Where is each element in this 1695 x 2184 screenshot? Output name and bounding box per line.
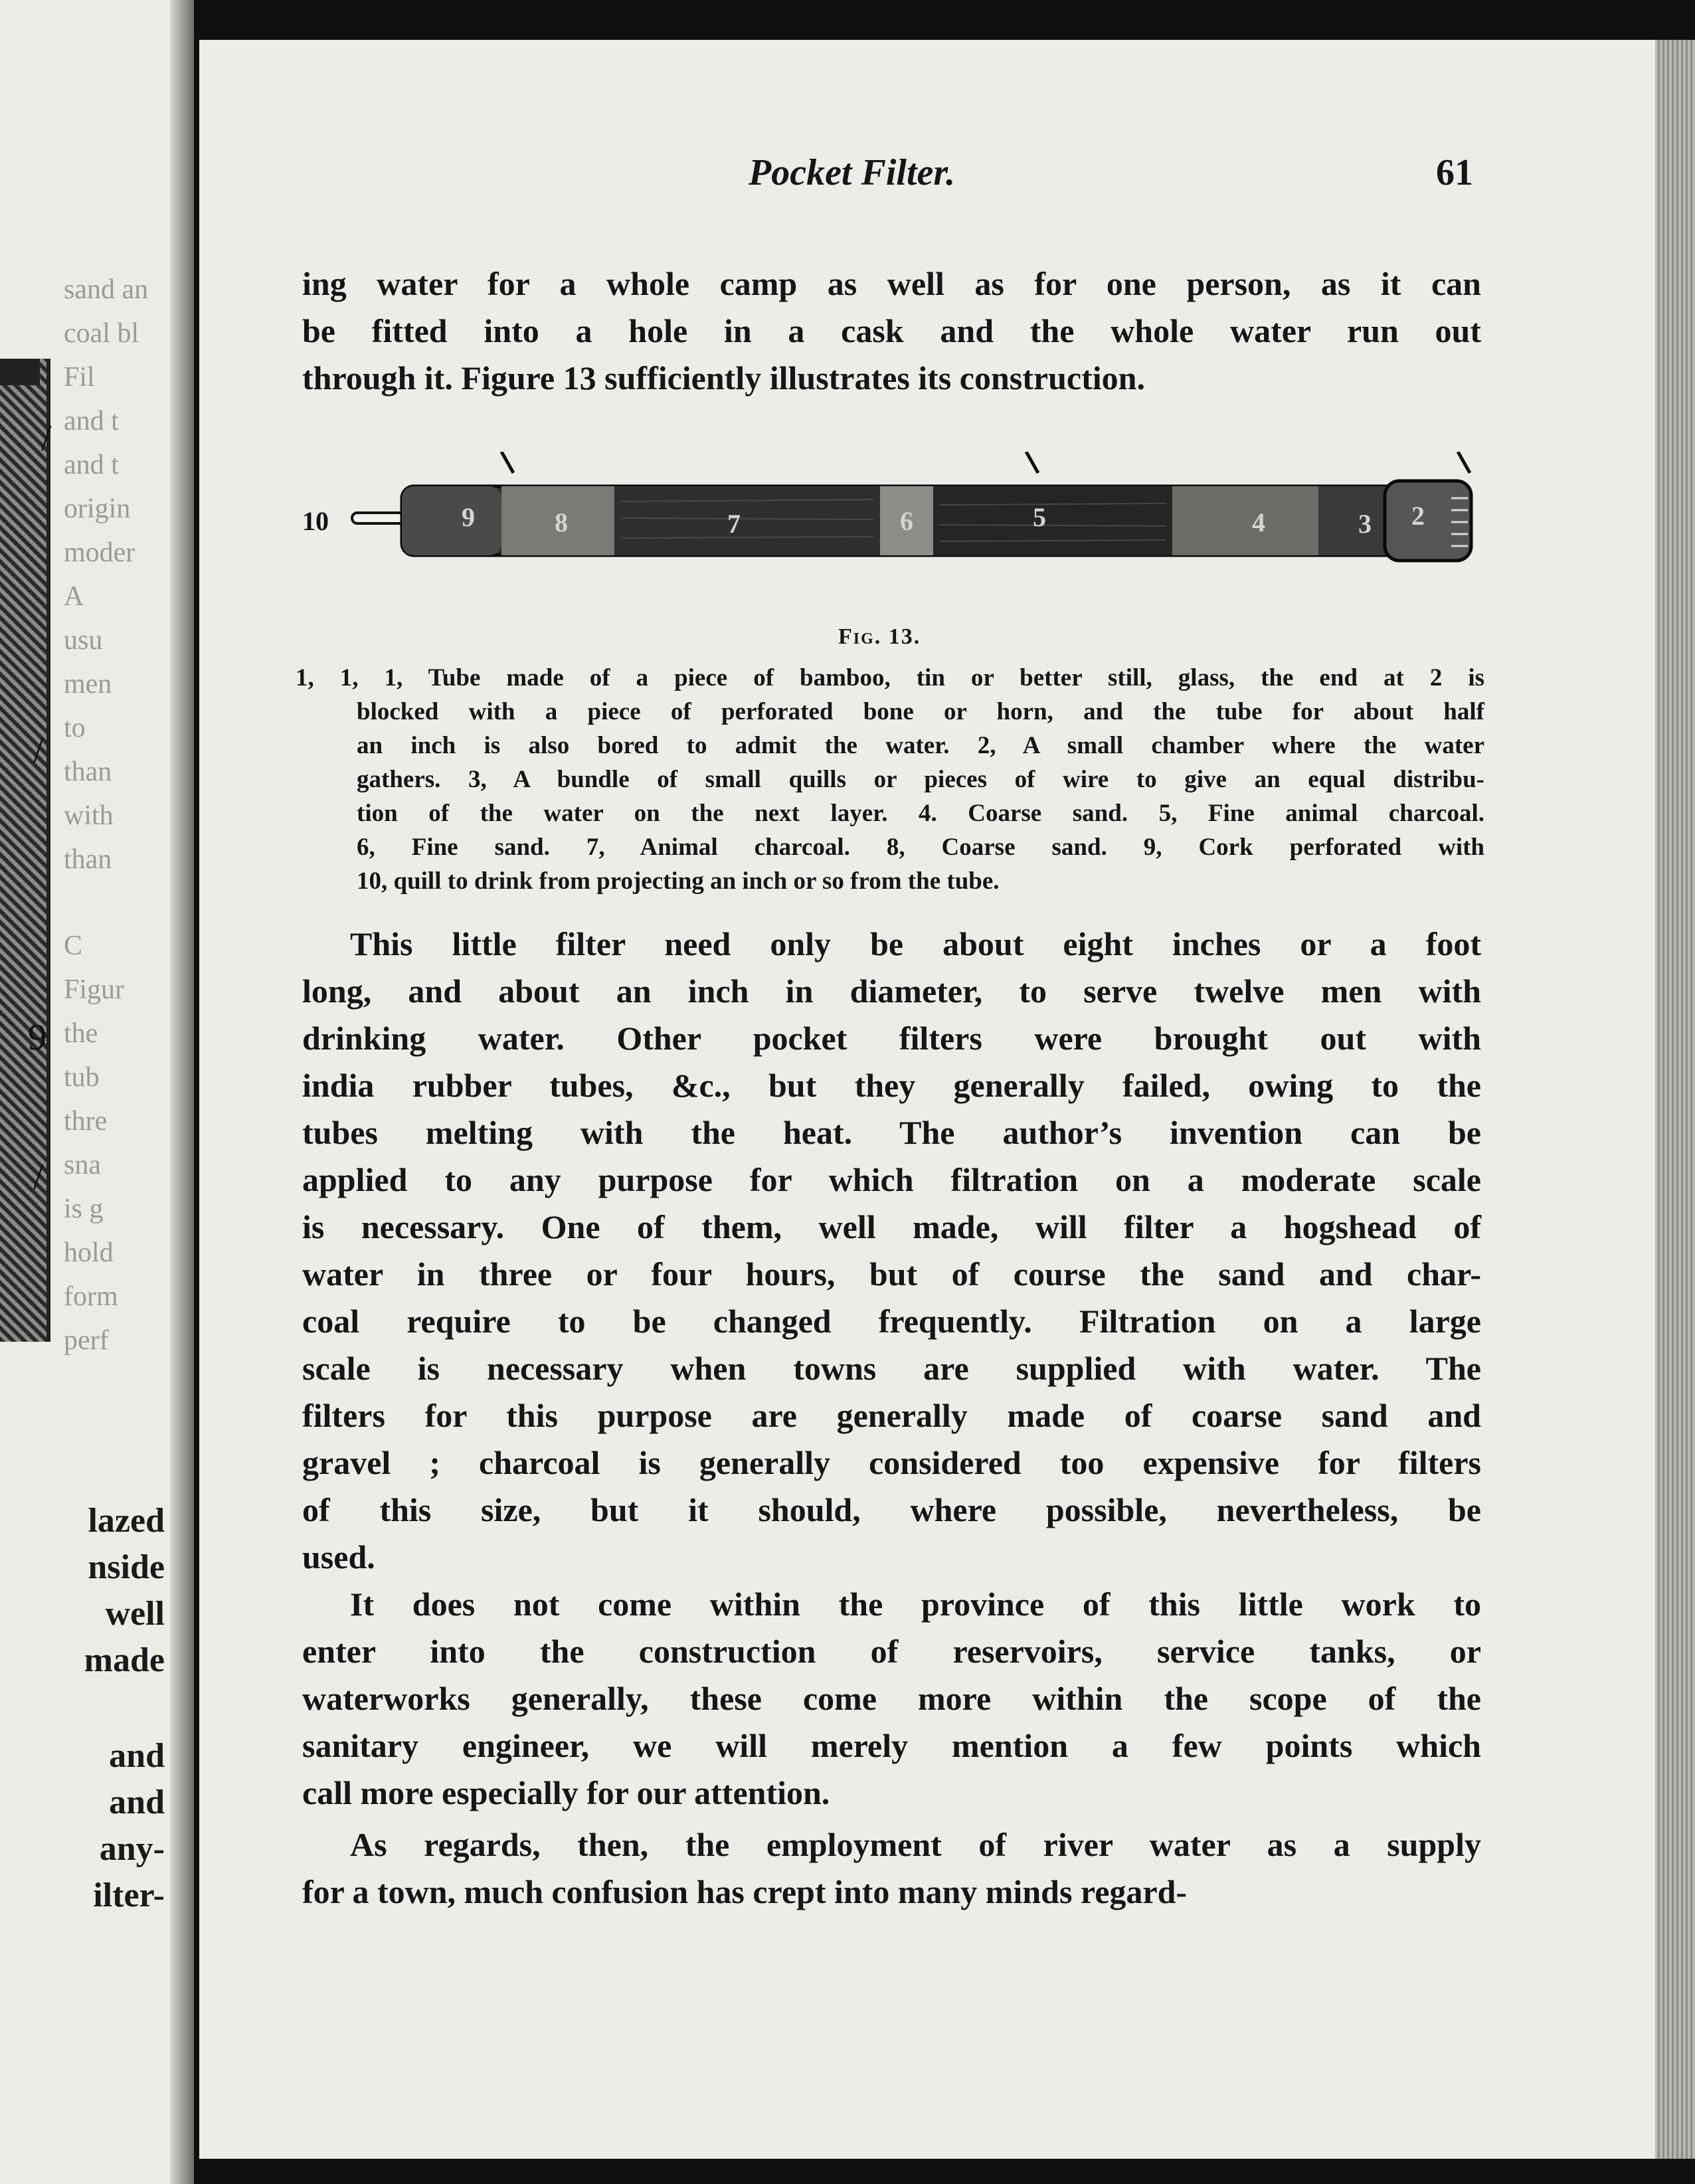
- text-line: waterworks generally, these come more within the scope of the: [302, 1680, 1481, 1717]
- page-number: 61: [1436, 152, 1473, 193]
- text-line: filters for this purpose are generally made of coarse sand and: [302, 1397, 1481, 1434]
- bleed-text: than: [64, 844, 112, 875]
- bleed-text: sand an: [64, 274, 149, 305]
- paragraph-top: [302, 260, 1481, 402]
- bleed-text: men: [64, 669, 112, 699]
- bleed-text: tub: [64, 1062, 100, 1093]
- tube-pointers: [501, 452, 1470, 473]
- figure-label-nine: 9: [28, 1017, 46, 1058]
- text-line: be fitted into a hole in a cask and the whole water run out: [302, 312, 1481, 349]
- cork-layer: [402, 486, 501, 555]
- quill: [352, 513, 405, 523]
- text-line: coal require to be changed frequently. Filtration on a large: [302, 1303, 1481, 1340]
- page-gutter: [170, 0, 194, 2184]
- text-line: water in three or four hours, but of course the sand and char-: [302, 1255, 1481, 1293]
- facing-text-fragment: any-: [99, 1830, 165, 1868]
- bleed-text: origin: [64, 494, 131, 524]
- margin-tick: /: [33, 730, 44, 771]
- fine-charcoal-layer: [933, 486, 1172, 555]
- bleed-text: coal bl: [64, 318, 139, 349]
- bleed-text: to: [64, 713, 86, 743]
- caption-line: an inch is also bored to admit the water. 2, A small chamber where the water: [357, 732, 1484, 759]
- paragraph-main: [302, 921, 1481, 1581]
- facing-text-fragment: lazed: [88, 1502, 165, 1540]
- text-line: sanitary engineer, we will merely mention a few points which: [302, 1727, 1481, 1764]
- text-line: long, and about an inch in diameter, to serve twelve men with: [302, 972, 1481, 1010]
- facing-text-fragment: and: [109, 1737, 165, 1775]
- bleed-text: and t: [64, 406, 119, 436]
- end-chamber: [1385, 481, 1471, 561]
- label-6: 6: [900, 506, 913, 536]
- figure-caption: Fig. 13.: [838, 624, 921, 649]
- bleed-text: and t: [64, 450, 119, 480]
- facing-text-fragment: ilter-: [93, 1876, 165, 1914]
- label-9: 9: [462, 502, 475, 532]
- bleed-text: hold: [64, 1237, 114, 1268]
- label-7: 7: [727, 509, 741, 539]
- facing-text-fragment: well: [105, 1595, 165, 1633]
- bleed-text: thre: [64, 1106, 108, 1137]
- text-line: It does not come within the province of this little work to: [350, 1586, 1481, 1623]
- bleed-text: than: [64, 757, 112, 787]
- text-line: for a town, much confusion has crept into many minds regard-: [302, 1873, 1188, 1910]
- caption-line: tion of the water on the next layer. 4. Coarse sand. 5, Fine animal charcoal.: [357, 800, 1484, 827]
- text-line: drinking water. Other pocket filters were brought out with: [302, 1020, 1481, 1057]
- animal-charcoal-layer: [614, 486, 880, 555]
- bleed-text: sna: [64, 1150, 101, 1180]
- text-line: applied to any purpose for which filtration on a moderate scale: [302, 1161, 1481, 1198]
- text-line: gravel ; charcoal is generally considered too expensive for filters: [302, 1444, 1481, 1481]
- label-8: 8: [555, 507, 568, 537]
- paragraph-reservoirs: [302, 1581, 1481, 1817]
- paragraph-river: [302, 1821, 1481, 1916]
- caption-line: 1, 1, 1, Tube made of a piece of bamboo, tin or better still, glass, the end at 2 is: [296, 664, 1484, 691]
- text-line: is necessary. One of them, well made, will filter a hogshead of: [302, 1208, 1481, 1245]
- label-10: 10: [302, 506, 329, 536]
- label-3: 3: [1358, 509, 1372, 539]
- figure-description: [296, 661, 1484, 898]
- label-5: 5: [1033, 502, 1046, 532]
- text-line: scale is necessary when towns are supplied with water. The: [302, 1350, 1481, 1387]
- bleed-text: moder: [64, 537, 135, 568]
- text-line: ing water for a whole camp as well as for one person, as it can: [302, 265, 1481, 302]
- bleed-text: is g: [64, 1194, 104, 1224]
- facing-text-fragment: nside: [88, 1548, 165, 1586]
- caption-line: 6, Fine sand. 7, Animal charcoal. 8, Coarse sand. 9, Cork perforated with: [357, 834, 1484, 861]
- bleed-text: Fil: [64, 362, 95, 393]
- text-line: through it. Figure 13 sufficiently illustrates its construction.: [302, 359, 1145, 397]
- text-line: of this size, but it should, where possible, nevertheless, be: [302, 1491, 1481, 1528]
- bleed-text: with: [64, 800, 114, 831]
- text-line: enter into the construction of reservoirs, service tanks, or: [302, 1633, 1481, 1670]
- text-line: call more especially for our attention.: [302, 1774, 830, 1811]
- pocket-filter-figure: [302, 452, 1498, 585]
- caption-line: blocked with a piece of perforated bone or horn, and the tube for about half: [357, 698, 1484, 725]
- text-line: used.: [302, 1538, 375, 1576]
- bleed-text: Figur: [64, 974, 125, 1005]
- caption-line: gathers. 3, A bundle of small quills or pieces of wire to give an equal distribu-: [357, 766, 1484, 793]
- bleed-text: usu: [64, 625, 103, 656]
- coarse-sand-layer-2: [1172, 486, 1318, 555]
- text-line: This little filter need only be about eight inches or a foot: [350, 925, 1481, 962]
- margin-tick: /: [41, 418, 52, 459]
- label-2: 2: [1411, 501, 1425, 531]
- bleed-text: perf: [64, 1325, 109, 1356]
- bleed-text: form: [64, 1281, 118, 1312]
- text-line: india rubber tubes, &c., but they generally failed, owing to the: [302, 1067, 1481, 1104]
- illustration-cap: [0, 359, 40, 385]
- caption-line: 10, quill to drink from projecting an inch or so from the tube.: [357, 867, 1000, 895]
- text-line: tubes melting with the heat. The author’s invention can be: [302, 1114, 1481, 1151]
- margin-tick: /: [33, 1156, 44, 1198]
- facing-page: [0, 0, 194, 2184]
- facing-text-fragment: and: [109, 1783, 165, 1821]
- bleed-text: C: [64, 931, 83, 961]
- text-line: As regards, then, the employment of river water as a supply: [350, 1826, 1481, 1863]
- label-4: 4: [1252, 507, 1265, 537]
- bleed-text: the: [64, 1018, 98, 1049]
- running-title: Pocket Filter.: [749, 152, 956, 193]
- page-edge: [1655, 40, 1695, 2159]
- bleed-text: A: [64, 581, 84, 612]
- facing-text-fragment: made: [84, 1641, 165, 1679]
